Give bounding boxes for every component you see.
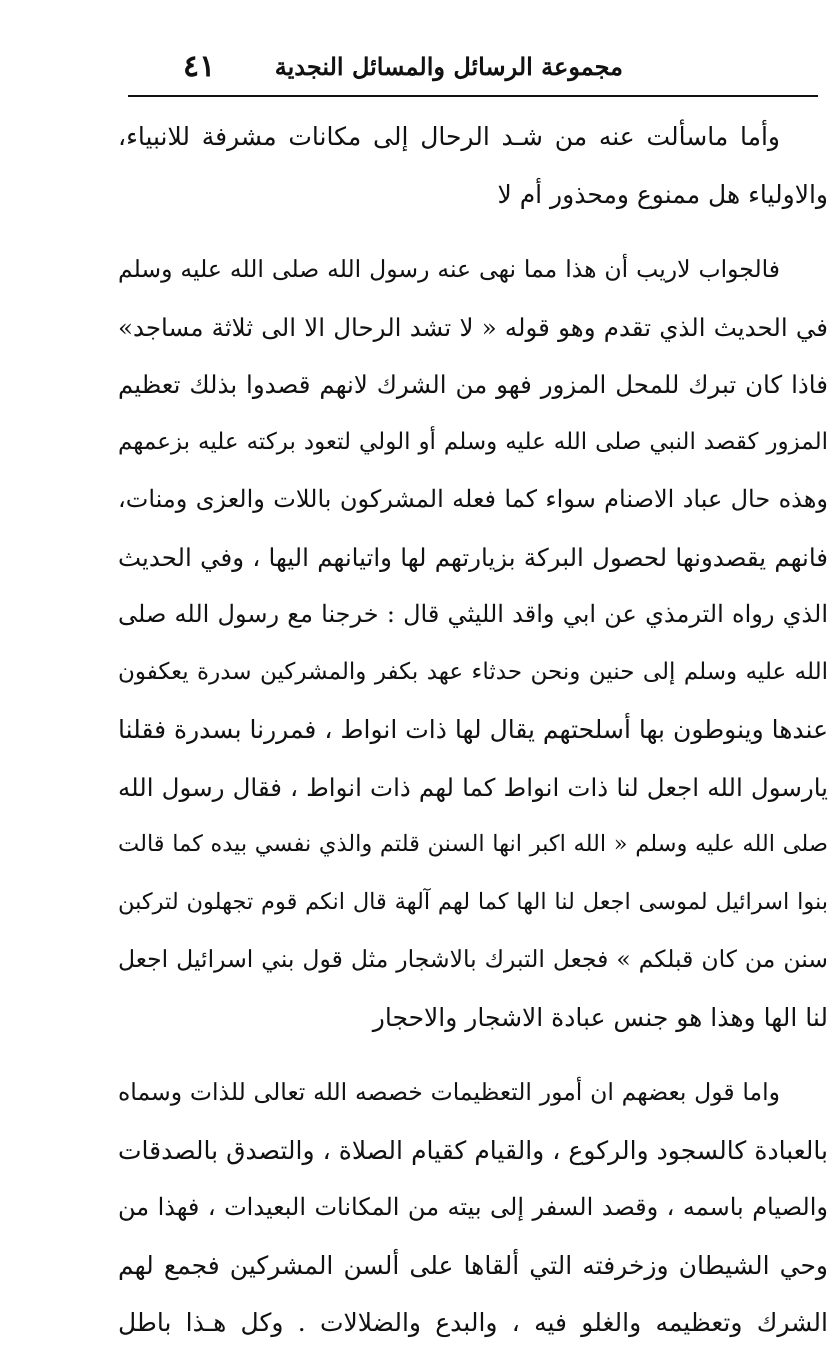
text-line: فالجواب لاريب أن هذا مما نهى عنه رسول الله صلى الله عليه وسلم <box>118 255 780 283</box>
page-body <box>118 108 828 1352</box>
text-line: الشرك وتعظيمه والغلو فيه ، والبدع والضلالات . وكل هـذا باطل <box>118 1308 828 1337</box>
text-line: المزور كقصد النبي صلى الله عليه وسلم أو الولي لتعود بركته عليه بزعمهم <box>118 428 828 455</box>
text-line: الله عليه وسلم إلى حنين ونحن حدثاء عهد بكفر والمشركين سدرة يعكفون <box>118 658 828 685</box>
text-line: يارسول الله اجعل لنا ذات انواط كما لهم ذات انواط ، فقال رسول الله <box>118 772 828 802</box>
page-number: ٤١ <box>183 48 216 84</box>
text-line: الذي رواه الترمذي عن ابي واقد الليثي قال : خرجنا مع رسول الله صلى <box>118 600 828 628</box>
running-title: مجموعة الرسائل والمسائل النجدية <box>274 51 623 81</box>
paragraph-rebuttal <box>118 1064 828 1352</box>
text-line: والصيام باسمه ، وقصد السفر إلى بيته من المكانات البعيدات ، فهذا من <box>118 1193 828 1221</box>
text-line: صلى الله عليه وسلم « الله اكبر انها السنن قلتم والذي نفسي بيده كما قالت <box>118 831 828 857</box>
text-line: بالعبادة كالسجود والركوع ، والقيام كقيام الصلاة ، والتصدق بالصدقات <box>118 1135 828 1165</box>
text-line: لنا الها وهذا هو جنس عبادة الاشجار والاحجار <box>372 1002 828 1032</box>
paragraph-gap <box>118 223 828 241</box>
text-line: وحي الشيطان وزخرفته التي ألقاها على ألسن المشركين فجمع لهم <box>118 1250 828 1280</box>
text-line: في الحديث الذي تقدم وهو قوله « لا تشد الرحال الا الى ثلاثة مساجد» <box>118 312 828 342</box>
text-line: بنوا اسرائيل لموسى اجعل لنا الها كما لهم آلهة قال انكم قوم تجهلون لتركبن <box>118 888 828 915</box>
text-line: فانهم يقصدونها لحصول البركة بزيارتهم لها واتيانهم اليها ، وفي الحديث <box>118 542 828 572</box>
header-divider <box>128 95 818 97</box>
paragraph-gap <box>118 1046 828 1064</box>
text-line: عندها وينوطون بها أسلحتهم يقال لها ذات انواط ، فمررنا بسدرة فقلنا <box>118 715 828 744</box>
page-header <box>128 40 818 92</box>
text-line: فاذا كان تبرك للمحل المزور فهو من الشرك لانهم قصدوا بذلك تعظيم <box>118 370 828 399</box>
text-line: واما قول بعضهم ان أمور التعظيمات خصصه الله تعالى للذات وسماه <box>118 1078 780 1106</box>
paragraph-answer <box>118 241 828 1046</box>
text-line: سنن من كان قبلكم » فجعل التبرك بالاشجار مثل قول بني اسرائيل اجعل <box>118 945 828 973</box>
text-line: وأما ماسألت عنه من شـد الرحال إلى مكانات مشرفة للانبياء، <box>118 122 780 151</box>
text-line: وهذه حال عباد الاصنام سواء كما فعله المشركون باللات والعزى ومنات، <box>118 485 828 513</box>
paragraph-question <box>118 108 828 223</box>
text-line: والاولياء هل ممنوع ومحذور أم لا <box>497 179 828 209</box>
